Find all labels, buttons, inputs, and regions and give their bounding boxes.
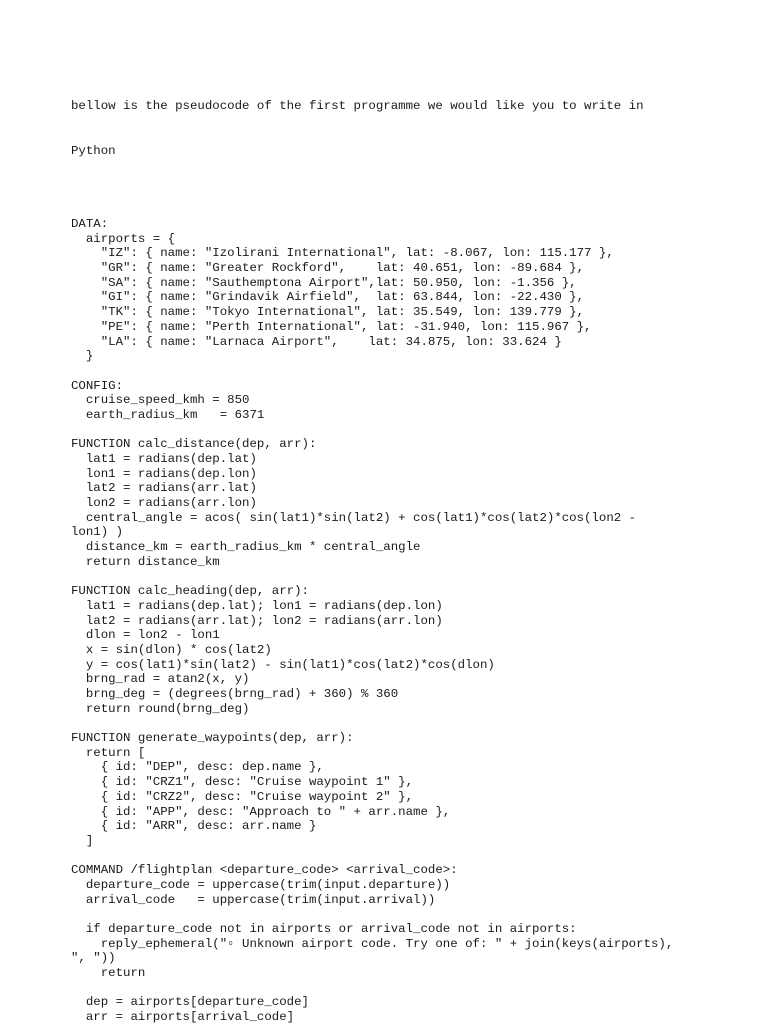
- code-line: return [: [71, 745, 146, 760]
- code-line: cruise_speed_kmh = 850: [71, 393, 250, 408]
- code-line: [71, 570, 751, 585]
- code-line: if departure_code not in airports or arrival_code not in airports:: [71, 922, 577, 936]
- code-line: lat1 = radians(dep.lat); lon1 = radians(dep.lon): [71, 598, 443, 613]
- code-line: distance_km = earth_radius_km * central_angle: [71, 540, 421, 555]
- code-line: arr = airports[arrival_code]: [71, 1010, 295, 1025]
- intro-line: bellow is the pseudocode of the first programme we would like you to write in: [71, 99, 644, 114]
- code-line: FUNCTION calc_heading(dep, arr):: [71, 584, 309, 599]
- code-line: lon2 = radians(arr.lon): [71, 496, 257, 511]
- code-line: FUNCTION generate_waypoints(dep, arr):: [71, 731, 354, 746]
- code-line: [71, 849, 751, 864]
- code-line: x = sin(dlon) * cos(lat2): [71, 642, 272, 657]
- code-line: lat2 = radians(arr.lat); lon2 = radians(arr.lon): [71, 613, 443, 628]
- code-line: airports = {: [71, 231, 176, 246]
- code-line: [71, 907, 751, 922]
- code-line: "IZ": { name: "Izolirani International", lat: -8.067, lon: 115.177 },: [71, 246, 614, 261]
- code-line: lon1) ): [71, 525, 124, 540]
- code-line: "GI": { name: "Grindavik Airfield", lat: 63.844, lon: -22.430 },: [71, 290, 585, 305]
- code-line: reply_ephemeral("▫ Unknown airport code. Try one of: " + join(keys(airports),: [71, 936, 674, 951]
- code-line: { id: "APP", desc: "Approach to " + arr.name },: [71, 804, 451, 819]
- code-line: FUNCTION calc_distance(dep, arr):: [71, 437, 317, 452]
- code-line: "TK": { name: "Tokyo International", lat: 35.549, lon: 139.779 },: [71, 305, 585, 320]
- code-line: brng_deg = (degrees(brng_rad) + 360) % 360: [71, 687, 399, 701]
- code-line: ]: [71, 833, 94, 848]
- intro-line: Python: [71, 143, 116, 158]
- code-line: lat2 = radians(arr.lat): [71, 481, 257, 496]
- code-line: central_angle = acos( sin(lat1)*sin(lat2) + cos(lat1)*cos(lat2)*cos(lon2 -: [71, 510, 637, 525]
- code-line: "LA": { name: "Larnaca Airport", lat: 34.875, lon: 33.624 }: [71, 334, 562, 349]
- code-line: dep = airports[departure_code]: [71, 995, 309, 1010]
- code-line: [71, 202, 751, 217]
- code-line: return distance_km: [71, 554, 220, 569]
- code-line: [71, 364, 751, 379]
- code-line: { id: "CRZ1", desc: "Cruise waypoint 1" },: [71, 775, 414, 790]
- code-line: "GR": { name: "Greater Rockford", lat: 40.651, lon: -89.684 },: [71, 261, 585, 276]
- code-line: y = cos(lat1)*sin(lat2) - sin(lat1)*cos(lat2)*cos(dlon): [71, 657, 495, 672]
- code-line: { id: "DEP", desc: dep.name },: [71, 760, 324, 775]
- code-line: return round(brng_deg): [71, 701, 250, 716]
- code-line: dlon = lon2 - lon1: [71, 628, 220, 643]
- code-line: earth_radius_km = 6371: [71, 407, 265, 422]
- code-line: [71, 716, 751, 731]
- code-line: DATA:: [71, 217, 109, 231]
- code-line: ", ")): [71, 951, 116, 966]
- code-line: { id: "CRZ2", desc: "Cruise waypoint 2" },: [71, 789, 414, 804]
- document-page: [71, 70, 751, 1025]
- code-line: }: [71, 349, 94, 364]
- pseudocode-block: [71, 202, 751, 1025]
- intro-text: [71, 70, 751, 188]
- code-line: brng_rad = atan2(x, y): [71, 672, 250, 687]
- code-line: return: [71, 966, 146, 981]
- code-line: departure_code = uppercase(trim(input.departure)): [71, 877, 451, 892]
- code-line: lat1 = radians(dep.lat): [71, 452, 257, 466]
- code-line: { id: "ARR", desc: arr.name }: [71, 819, 317, 834]
- code-line: "SA": { name: "Sauthemptona Airport",lat: 50.950, lon: -1.356 },: [71, 275, 577, 290]
- code-line: "PE": { name: "Perth International", lat: -31.940, lon: 115.967 },: [71, 319, 592, 334]
- code-line: [71, 423, 751, 438]
- code-line: lon1 = radians(dep.lon): [71, 466, 257, 481]
- code-line: CONFIG:: [71, 378, 124, 393]
- code-line: COMMAND /flightplan <departure_code> <arrival_code>:: [71, 863, 458, 878]
- code-line: [71, 981, 751, 996]
- code-line: arrival_code = uppercase(trim(input.arrival)): [71, 892, 436, 907]
